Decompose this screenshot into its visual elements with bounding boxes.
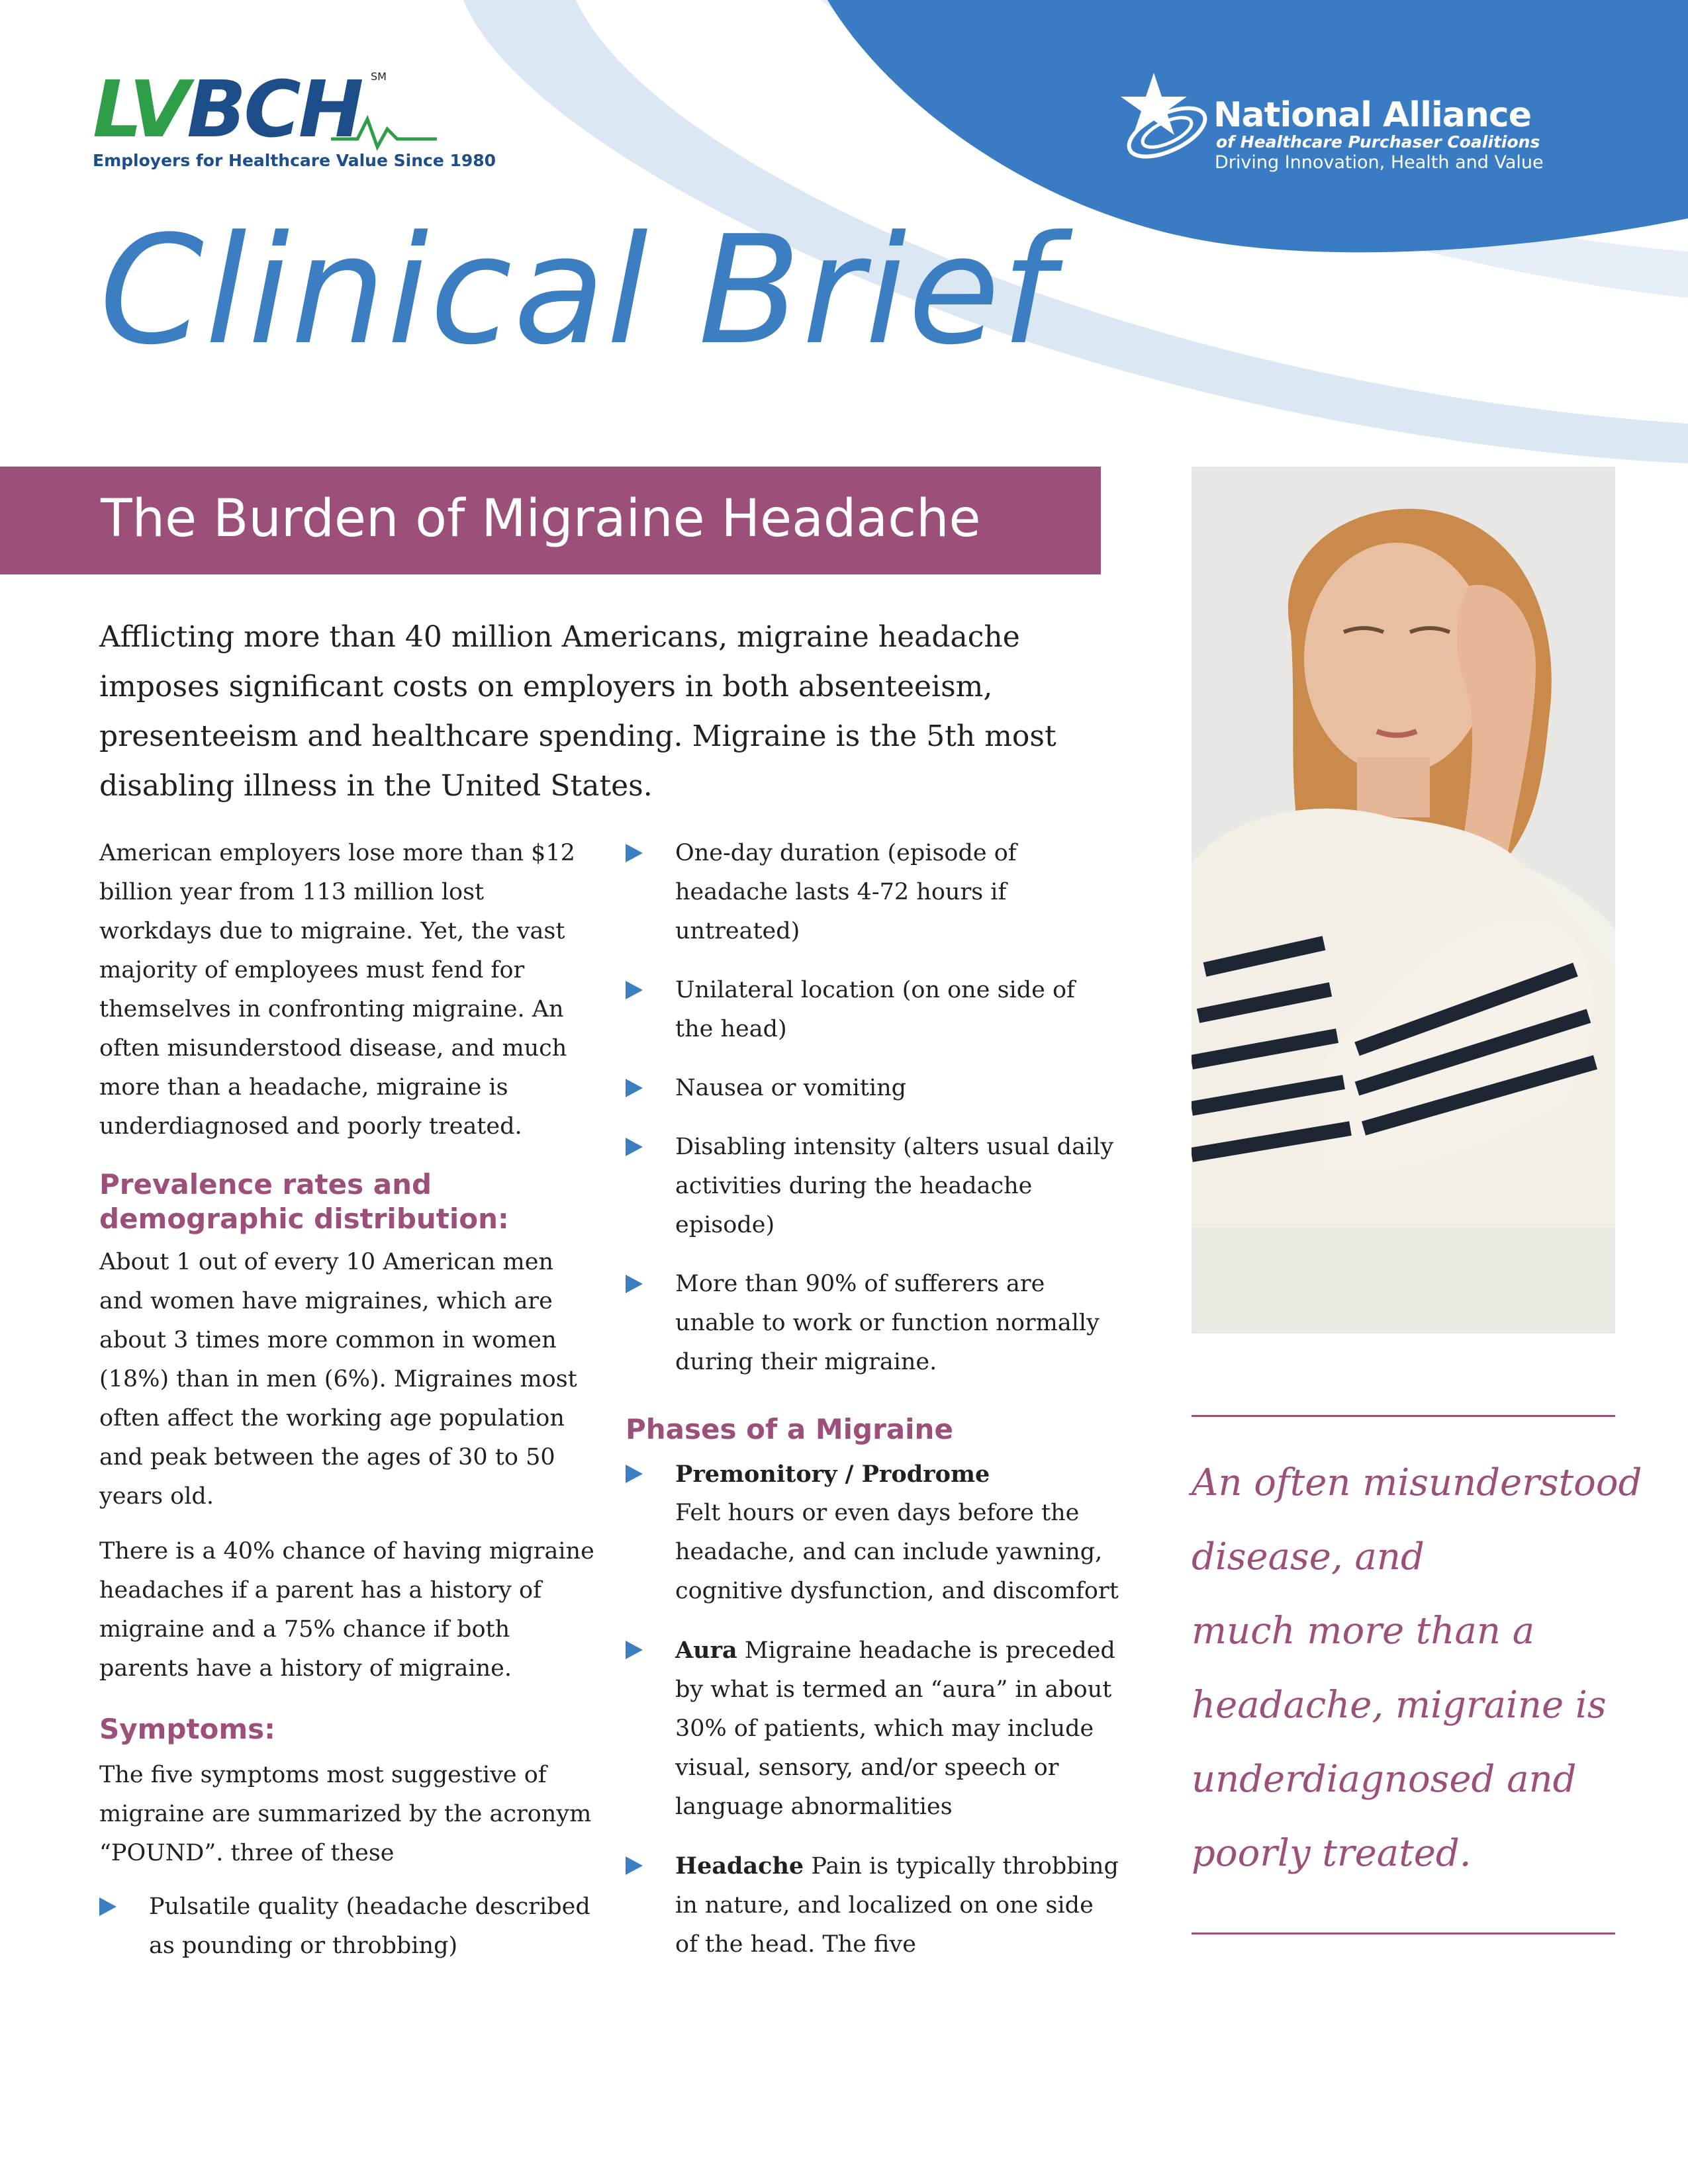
lvbch-logo-wordmark	[93, 64, 361, 155]
national-alliance-logo	[1115, 71, 1546, 177]
pull-quote	[1192, 1446, 1642, 1891]
bullet-triangle-icon	[626, 1138, 643, 1156]
pull-quote-bottom-rule	[1192, 1933, 1615, 1934]
prevalence-heading: Prevalence rates and demographic distribution:	[99, 1168, 509, 1235]
phase-term: Premonitory / Prodrome	[675, 1461, 990, 1488]
document-type-heading: Clinical Brief	[99, 204, 1056, 378]
pull-quote-line: headache, migraine is	[1192, 1684, 1607, 1727]
right-column	[626, 834, 1119, 1964]
phase-text: Felt hours or even days before the headache, and can include yawning, cognitive dysfunction, and discomfort	[675, 1500, 1119, 1604]
bullet-triangle-icon	[626, 844, 643, 862]
symptom-text: Pulsatile quality (headache described as pounding or throbbing)	[149, 1893, 590, 1959]
intro-paragraph: American employers lose more than $12 billion year from 113 million lost workdays due to migraine. Yet, the vast majority of employees must fend for themselves in confronting migraine. An often misunderstood disease, and much more than a headache, migraine is underdiagnosed and poorly treated.	[99, 840, 575, 1140]
bullet-triangle-icon	[626, 1641, 643, 1659]
phase-item	[626, 1631, 1119, 1827]
pull-quote-line: An often misunderstood	[1192, 1461, 1642, 1504]
phase-item	[626, 1846, 1119, 1964]
heartbeat-line-icon	[331, 106, 437, 152]
lvbch-tagline: Employers for Healthcare Value Since 1980	[93, 151, 496, 170]
lvbch-logo	[93, 64, 496, 179]
pull-quote-line: disease, and	[1192, 1535, 1425, 1578]
lvbch-logo-lv: LV	[93, 64, 187, 155]
symptom-text: More than 90% of sufferers are unable to work or function normally during their migraine.	[675, 1271, 1100, 1375]
symptom-bullet	[99, 1888, 596, 1966]
bullet-triangle-icon	[626, 981, 643, 999]
symptom-bullet	[626, 971, 1119, 1049]
lvbch-logo-bch: BCH	[187, 64, 361, 155]
pull-quote-line: poorly treated.	[1192, 1832, 1472, 1875]
prevalence-paragraph: About 1 out of every 10 American men and women have migraines, which are about 3 times more common in women (18%) than in men (6%). Migraines most often affect the working age population and peak between the ages of 30 to 50 years old.	[99, 1249, 577, 1510]
heredity-paragraph: There is a 40% chance of having migraine headaches if a parent has a history of migraine and a 75% chance if both parents have a history of migraine.	[99, 1538, 594, 1682]
lvbch-service-mark: SM	[371, 70, 387, 83]
bullet-triangle-icon	[626, 1856, 643, 1875]
phase-term: Headache	[675, 1852, 804, 1880]
symptom-bullet	[626, 1128, 1119, 1245]
national-alliance-subtitle: of Healthcare Purchaser Coalitions	[1216, 132, 1540, 152]
page-title: The Burden of Migraine Headache	[101, 489, 981, 549]
phase-text: Migraine headache is preceded by what is termed an “aura” in about 30% of patients, which may include visual, sensory, and/or speech or language abnormalities	[675, 1637, 1115, 1820]
symptoms-intro: The five symptoms most suggestive of migraine are summarized by the acronym “POUND”. three of these	[99, 1762, 592, 1866]
phase-term: Aura	[675, 1637, 737, 1664]
symptom-bullet	[626, 1069, 1119, 1108]
lead-paragraph: Afflicting more than 40 million Americans, migraine headache imposes significant costs on employers in both absenteeism, presenteeism and healthcare spending. Migraine is the 5th most disabling illness in the United States.	[99, 620, 1056, 803]
national-alliance-tagline: Driving Innovation, Health and Value	[1215, 152, 1544, 173]
star-swirl-icon	[1115, 71, 1215, 171]
pull-quote-top-rule	[1192, 1415, 1615, 1417]
bullet-triangle-icon	[626, 1275, 643, 1293]
symptom-text: Nausea or vomiting	[675, 1075, 907, 1101]
symptom-text: One-day duration (episode of headache lasts 4-72 hours if untreated)	[675, 840, 1017, 944]
symptoms-heading: Symptoms:	[99, 1713, 275, 1745]
symptom-bullet	[626, 1265, 1119, 1382]
bullet-triangle-icon	[626, 1465, 643, 1483]
pull-quote-line: much more than a	[1192, 1610, 1535, 1653]
woman-with-headache-photo	[1192, 467, 1615, 1334]
symptom-bullet	[626, 834, 1119, 951]
pull-quote-line: underdiagnosed and	[1192, 1758, 1577, 1801]
symptom-text: Unilateral location (on one side of the head)	[675, 977, 1075, 1042]
phases-heading: Phases of a Migraine	[626, 1413, 953, 1445]
phase-item	[626, 1455, 1119, 1611]
phase-text: Pain is typically throbbing in nature, and localized on one side of the head. The five	[675, 1853, 1119, 1958]
bullet-triangle-icon	[626, 1079, 643, 1097]
symptom-text: Disabling intensity (alters usual daily activities during the headache episode)	[675, 1134, 1114, 1238]
national-alliance-name: National Alliance	[1213, 95, 1531, 135]
left-column	[99, 834, 596, 1966]
bullet-triangle-icon	[99, 1897, 117, 1916]
